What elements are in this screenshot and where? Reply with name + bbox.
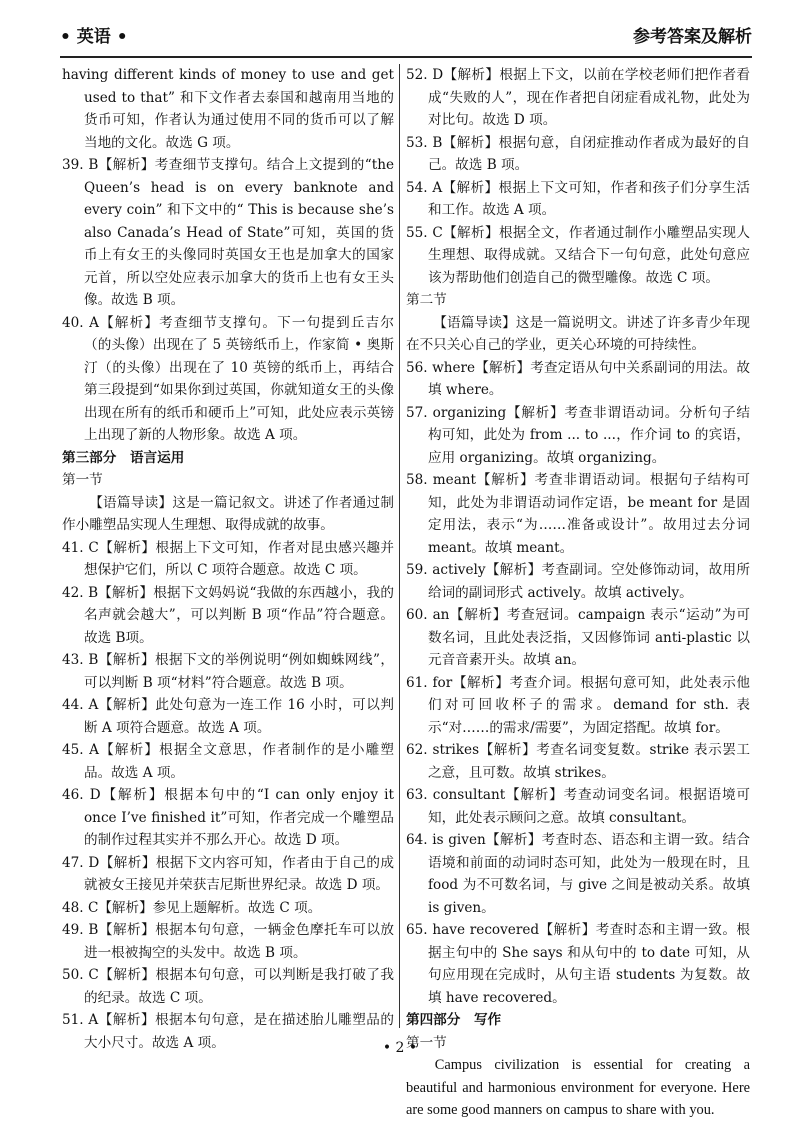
part-four-heading: 第四部分 写作 [406,1012,502,1028]
answer-48: 48. C【解析】参见上题解析。故选 C 项。 [62,899,322,916]
answer-55: 55. C【解析】根据全文，作者通过制作小雕塑品实现人生理想、取得成就。又结合下一句句意，此处句意应该为帮助他们创造自己的微型雕像。故选 C 项。 [406,224,750,286]
answer-52: 52. D【解析】根据上下文，以前在学校老师们把作者看成“失败的人”，现在作者把自闭症看成礼物，此处为对比句。故选 D 项。 [406,67,750,128]
answer-56: 56. where【解析】考查定语从句中关系副词的用法。故填 where。 [406,359,750,398]
column-divider [399,64,400,1028]
answer-45: 45. A【解析】根据全文意思，作者制作的是小雕塑品。故选 A 项。 [62,742,394,781]
answer-51: 51. A【解析】根据本句句意，是在描述胎儿雕塑品的大小尺寸。故选 A 项。 [62,1012,394,1051]
section-one-label: 第一节 [406,1034,447,1051]
answer-42: 42. B【解析】根据下文妈妈说“我做的东西越小，我的名声就会越大”，可以判断 B 项“作品”符合题意。故选 B项。 [62,584,394,646]
answer-54: 54. A【解析】根据上下文可知，作者和孩子们分享生活和工作。故选 A 项。 [406,179,750,218]
answer-53: 53. B【解析】根据句意，自闭症推动作者成为最好的自己。故选 B 项。 [406,134,750,173]
passage-guide: 【语篇导读】这是一篇记叙文。讲述了作者通过制作小雕塑品实现人生理想、取得成就的故事。 [62,494,394,533]
answer-41: 41. C【解析】根据上下文可知，作者对昆虫感兴趣并想保护它们，所以 C 项符合题意。故选 C 项。 [62,539,394,578]
answer-60: 60. an【解析】考查冠词。campaign 表示“运动”为可数名词，且此处表泛指，又因修饰词 anti-plastic 以元音音素开头。故填 an。 [406,607,750,668]
answer-61: 61. for【解析】考查介词。根据句意可知，此处表示他们对可回收杯子的需求。demand for sth. 表示“对……的需求/需要”，为固定搭配。故填 for。 [406,674,750,736]
answer-57: 57. organizing【解析】考查非谓语动词。分析句子结构可知，此处为 from ... to ...，作介词 to 的宾语，应用 organizing。故填 organizing。 [406,404,750,466]
answer-47: 47. D【解析】根据下文内容可知，作者由于自己的成就被女王接见并荣获吉尼斯世界纪录。故选 D 项。 [62,854,394,893]
left-column [62,64,394,1054]
answer-59: 59. actively【解析】考查副词。空处修饰动词，故用所给词的副词形式 actively。故填 actively。 [406,562,750,601]
answer-39: 39. B【解析】考查细节支撑句。结合上文提到的“the Queen’s head is on every banknote and every coin” 和下文中的“ This is because she’s also Canada’s Head of State”可知，英国的货币上有女王的头像同时英国女王也是加拿大的国家元首，所以空处应表示加拿大的货币上也有女王头像。故选 B 项。 [62,157,394,308]
answer-44: 44. A【解析】此处句意为一连工作 16 小时，可以判断 A 项符合题意。故选 A 项。 [62,697,394,736]
answer-64: 64. is given【解析】考查时态、语态和主谓一致。结合语境和前面的动词时态可知，此处为一般现在时，且 food 为不可数名词，与 give 之间是被动关系。故填 is given。 [406,832,750,916]
passage-guide: 【语篇导读】这是一篇说明文。讲述了许多青少年现在不只关心自己的学业，更关心环境的可持续性。 [406,314,750,353]
answer-58: 58. meant【解析】考查非谓语动词。根据句子结构可知，此处为非谓语动词作定语，be meant for 是固定用法，表示“为……准备或设计”。故用过去分词 meant。故填 meant。 [406,472,750,556]
answer-43: 43. B【解析】根据下文的举例说明“例如蜘蛛网线”，可以判断 B 项“材料”符合题意。故选 B 项。 [62,652,394,691]
page-number: • 2 • [382,1040,418,1056]
right-column [406,64,750,1122]
section-two-label: 第二节 [406,292,447,308]
section-title: 参考答案及解析 [633,27,752,47]
answer-62: 62. strikes【解析】考查名词变复数。strike 表示罢工之意，且可数。故填 strikes。 [406,742,750,781]
answer-46: 46. D【解析】根据本句中的“I can only enjoy it once I’ve finished it”可知，作者完成一个雕塑品的制作过程其实并不那么开心。故选 D 项。 [62,787,394,848]
answer-paragraph: having different kinds of money to use and get used to that” 和下文作者去泰国和越南用当地的货币可知，作者认为通过使用不同的货币可以了解当地的文化。故选 G 项。 [62,67,394,151]
answer-49: 49. B【解析】根据本句句意，一辆金色摩托车可以放进一根被掏空的头发中。故选 B 项。 [62,922,394,961]
page-header [60,14,752,58]
part-three-heading: 第三部分 语言运用 [62,449,185,466]
answer-63: 63. consultant【解析】考查动词变名词。根据语境可知，此处表示顾问之意。故填 consultant。 [406,787,750,826]
section-one-label: 第一节 [62,472,103,488]
answer-50: 50. C【解析】根据本句句意，可以判断是我打破了我的纪录。故选 C 项。 [62,967,394,1006]
answer-65: 65. have recovered【解析】考查时态和主谓一致。根据主句中的 She says 和从句中的 to date 可知，从句应用现在完成时，从句主语 students 为复数。故填 have recovered。 [406,922,750,1006]
subject-label: • 英语 • [60,27,128,47]
answer-40: 40. A【解析】考查细节支撑句。下一句提到丘吉尔（的头像）出现在了 5 英镑纸币上，作家简 • 奥斯汀（的头像）出现在了 10 英镑的纸币上，再结合第三段提到“如果你到过英国，你就知道女王的头像出现在所有的纸币和硬币上”可知，此处应表示英镑上出现了新的人物形象。故选 A 项。 [62,314,394,443]
writing-sample: Campus civilization is essential for creating a beautiful and harmonious environment for everyone. Here are some good manners on campus to share with you. [406,1057,750,1118]
